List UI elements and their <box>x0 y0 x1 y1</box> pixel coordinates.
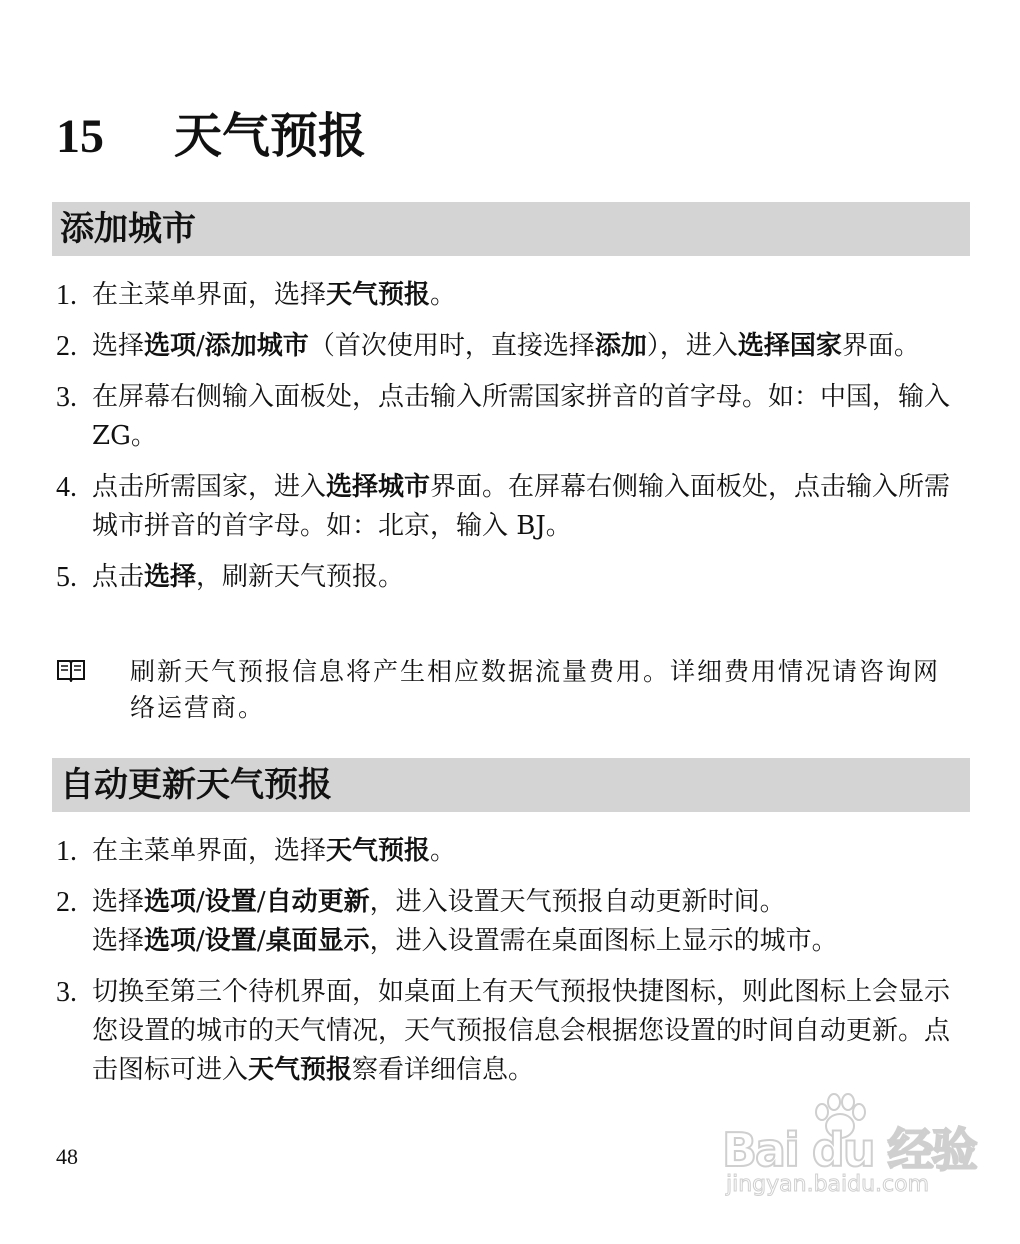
chapter-heading <box>56 104 366 169</box>
note-text: 刷新天气预报信息将产生相应数据流量费用。详细费用情况请咨询网络运营商。 <box>130 657 941 722</box>
step-item <box>56 973 968 1090</box>
step-number: 3. <box>56 977 77 1008</box>
step-text: 点击选择，刷新天气预报。 <box>92 562 405 592</box>
step-number: 1. <box>56 836 77 867</box>
step-item <box>56 378 968 456</box>
step-item <box>56 327 968 366</box>
step-number: 2. <box>56 887 77 918</box>
step-item <box>56 883 968 961</box>
baidu-watermark <box>722 1092 982 1212</box>
step-text-line2: 选择选项/设置/桌面显示，进入设置需在桌面图标上显示的城市。 <box>92 926 838 956</box>
note-block <box>56 654 956 726</box>
step-item <box>56 558 968 597</box>
add-city-steps <box>56 276 968 609</box>
section-heading-auto-update: 自动更新天气预报 <box>52 758 970 812</box>
step-number: 3. <box>56 382 77 413</box>
section-heading-add-city: 添加城市 <box>52 202 970 256</box>
step-text: 点击所需国家，进入选择城市界面。在屏幕右侧输入面板处，点击输入所需城市拼音的首字母。如：北京，输入 BJ。 <box>92 472 951 541</box>
auto-update-steps <box>56 832 968 1102</box>
watermark-url: jingyan.baidu.com <box>726 1172 930 1197</box>
step-text: 在主菜单界面，选择天气预报。 <box>92 280 457 310</box>
chapter-number: 15 <box>56 110 104 163</box>
step-text: 选择选项/添加城市（首次使用时，直接选择添加），进入选择国家界面。 <box>92 331 920 361</box>
step-text: 选择选项/设置/自动更新，进入设置天气预报自动更新时间。 <box>92 887 786 917</box>
step-text: 在主菜单界面，选择天气预报。 <box>92 836 457 866</box>
step-item <box>56 468 968 546</box>
step-number: 4. <box>56 472 77 503</box>
chapter-title: 天气预报 <box>174 108 367 164</box>
step-item <box>56 276 968 315</box>
step-item <box>56 832 968 871</box>
step-text: 切换至第三个待机界面，如桌面上有天气预报快捷图标，则此图标上会显示您设置的城市的天气情况，天气预报信息会根据您设置的时间自动更新。点击图标可进入天气预报察看详细信息。 <box>92 977 951 1085</box>
step-number: 2. <box>56 331 77 362</box>
page-number: 48 <box>56 1144 78 1169</box>
book-icon <box>56 658 86 682</box>
step-number: 5. <box>56 562 77 593</box>
step-text: 在屏幕右侧输入面板处，点击输入所需国家拼音的首字母。如：中国，输入 ZG。 <box>92 382 951 451</box>
watermark-logo: Bai du 经验 <box>722 1123 976 1177</box>
step-number: 1. <box>56 280 77 311</box>
